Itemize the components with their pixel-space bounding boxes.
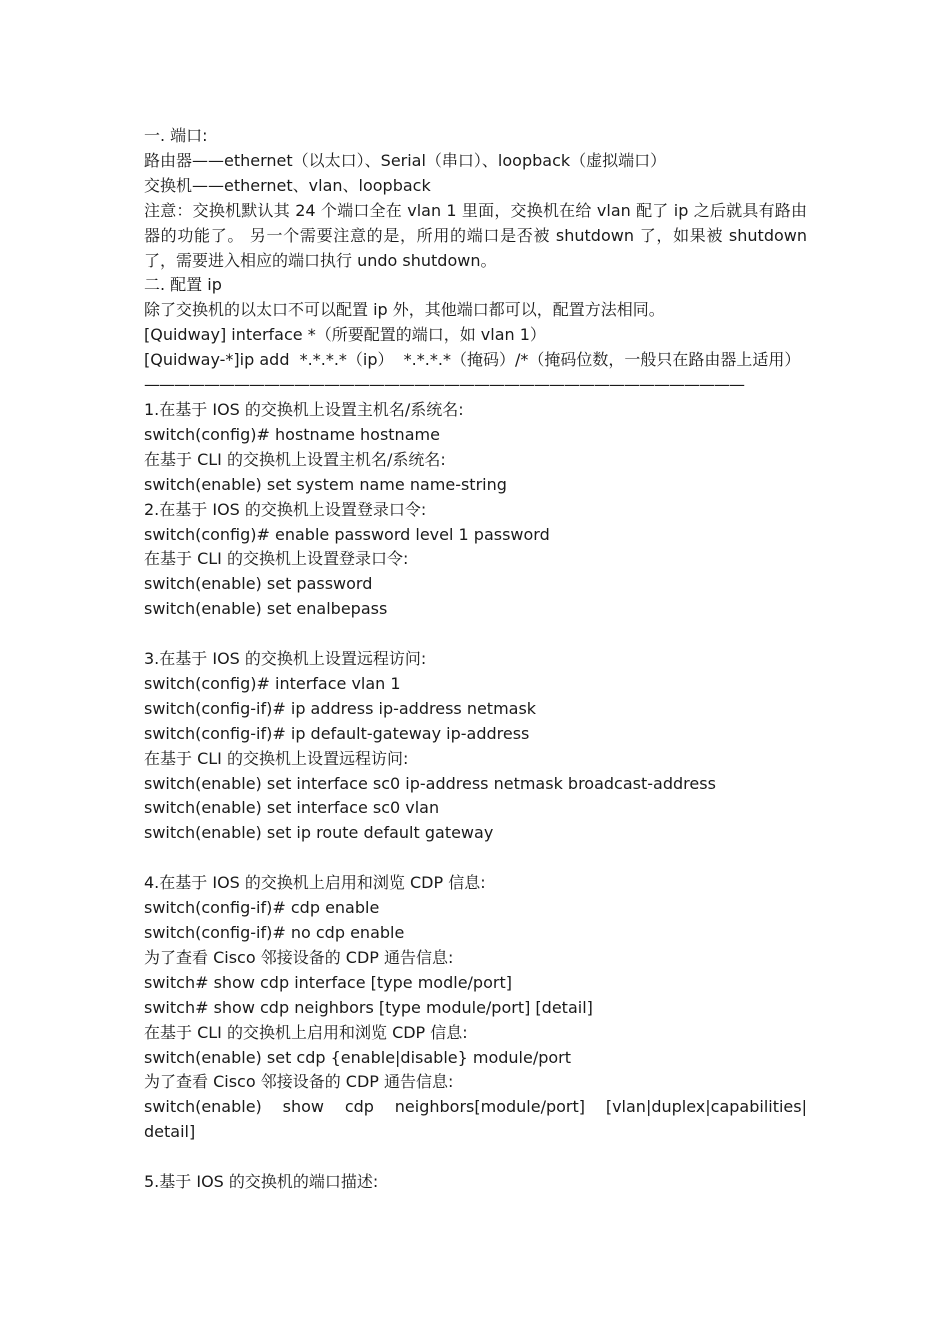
step-3-cli-command-sc0-vlan: switch(enable) set interface sc0 vlan [144, 798, 440, 818]
step-2-cli-command-password: switch(enable) set password [144, 574, 373, 594]
step-3-ios-command-gateway: switch(config-if)# ip default-gateway ip-address [144, 723, 530, 743]
step-2-ios-command: switch(config)# enable password level 1 password [144, 524, 550, 544]
quidway-ip-add-command: [Quidway-*]ip add *.*.*.*（ip） *.*.*.*（掩码）/*（掩码位数，一般只在路由器上适用） [144, 350, 801, 370]
step-5-heading: 5.基于 IOS 的交换机的端口描述: [144, 1172, 379, 1192]
step-1-ios-command: switch(config)# hostname hostname [144, 424, 440, 444]
step-4-cli-view-heading: 为了查看 Cisco 邻接设备的 CDP 通告信息: [144, 1072, 454, 1092]
configure-ip-description: 除了交换机的以太口不可以配置 ip 外，其他端口都可以，配置方法相同。 [144, 300, 665, 320]
step-2-heading: 2.在基于 IOS 的交换机上设置登录口令: [144, 499, 427, 519]
quidway-interface-command: [Quidway] interface *（所要配置的端口，如 vlan 1） [144, 325, 546, 345]
step-2-cli-command-enablepass: switch(enable) set enalbepass [144, 599, 388, 619]
step-4-cli-heading: 在基于 CLI 的交换机上启用和浏览 CDP 信息: [144, 1022, 468, 1042]
step-4-ios-command-show-interface: switch# show cdp interface [type modle/port] [144, 972, 512, 992]
step-3-heading: 3.在基于 IOS 的交换机上设置远程访问: [144, 649, 427, 669]
step-4-ios-view-heading: 为了查看 Cisco 邻接设备的 CDP 通告信息: [144, 947, 454, 967]
section-heading-ports: 一. 端口: [144, 126, 208, 145]
step-1-cli-command: switch(enable) set system name name-string [144, 474, 507, 494]
step-1-cli-heading: 在基于 CLI 的交换机上设置主机名/系统名: [144, 449, 446, 469]
section-heading-configure-ip: 二. 配置 ip [144, 275, 222, 295]
blank-line [144, 1145, 807, 1170]
step-3-cli-heading: 在基于 CLI 的交换机上设置远程访问: [144, 748, 409, 768]
step-3-cli-command-route: switch(enable) set ip route default gateway [144, 823, 494, 843]
step-4-cli-command-show-neighbors-cont: detail] [144, 1122, 196, 1142]
step-3-cli-command-sc0-ip: switch(enable) set interface sc0 ip-address netmask broadcast-address [144, 773, 716, 793]
divider-rule: ———————————————————————————————————————— [144, 375, 744, 395]
switch-ports-line: 交换机——ethernet、vlan、loopback [144, 175, 431, 195]
step-2-cli-heading: 在基于 CLI 的交换机上设置登录口令: [144, 549, 409, 569]
blank-line [144, 622, 807, 647]
blank-line [144, 846, 807, 871]
step-4-ios-command-enable: switch(config-if)# cdp enable [144, 898, 380, 918]
step-4-ios-command-show-neighbors: switch# show cdp neighbors [type module/port] [detail] [144, 997, 593, 1017]
document-page [144, 124, 813, 1195]
step-3-ios-command-interface: switch(config)# interface vlan 1 [144, 673, 401, 693]
step-4-cli-command-show-neighbors: switch(enable) show cdp neighbors[module/port] [vlan|duplex|capabilities| [144, 1097, 807, 1117]
step-1-heading: 1.在基于 IOS 的交换机上设置主机名/系统名: [144, 399, 464, 419]
step-4-cli-command-set-cdp: switch(enable) set cdp {enable|disable} module/port [144, 1047, 572, 1067]
router-ports-line: 路由器——ethernet（以太口）、Serial（串口）、loopback（虚拟端口） [144, 150, 667, 170]
step-3-ios-command-ip-address: switch(config-if)# ip address ip-address netmask [144, 698, 537, 718]
step-4-ios-command-disable: switch(config-if)# no cdp enable [144, 922, 405, 942]
step-4-heading: 4.在基于 IOS 的交换机上启用和浏览 CDP 信息: [144, 873, 486, 893]
note-paragraph: 注意：交换机默认其 24 个端口全在 vlan 1 里面，交换机在给 vlan 配了 ip 之后就具有路由器的功能了。 另一个需要注意的是，所用的端口是否被 shutdown 了，如果被 shutdown 了，需要进入相应的端口执行 undo shutdown。 [144, 200, 813, 270]
